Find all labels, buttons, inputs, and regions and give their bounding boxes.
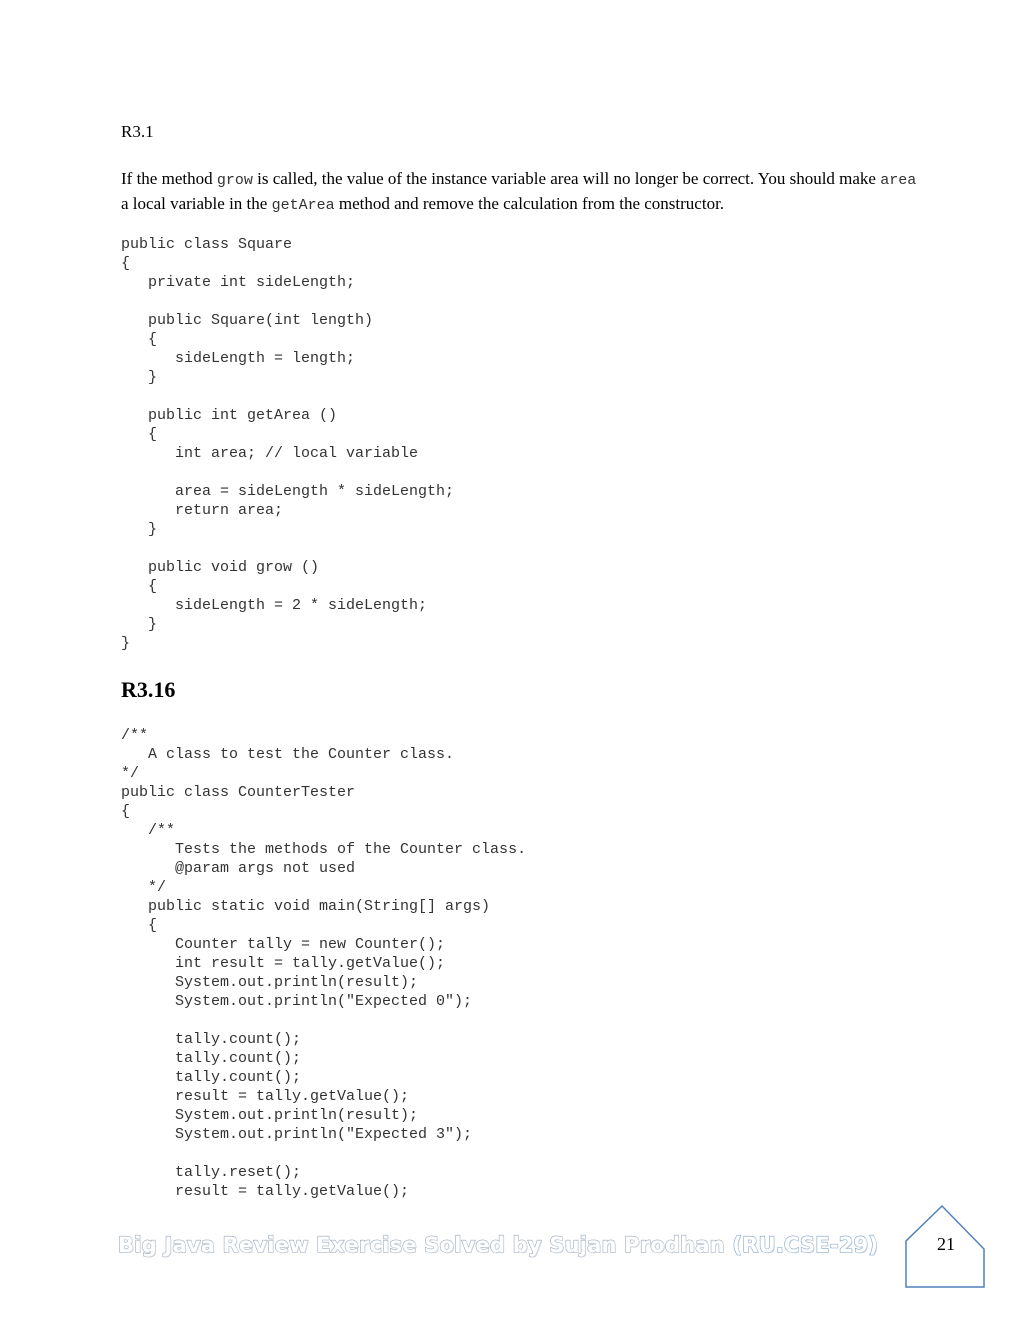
inline-code-getarea: getArea: [271, 197, 335, 214]
footer-title: Big Java Review Exercise Solved by Sujan Prodhan (RU.CSE-29): [118, 1233, 879, 1257]
page-number: 21: [937, 1234, 955, 1254]
explanation-paragraph: If the method grow is called, the value of the instance variable area will no longer be correct. You should make area a local variable in the getArea method and remove the calculation from the constructor.: [121, 169, 917, 214]
footer-accent: (RU.CSE-29): [732, 1233, 879, 1257]
section-heading-r3-1: R3.1: [121, 122, 154, 141]
code-block-counter-tester: /** A class to test the Counter class. */ public class CounterTester { /** Tests the methods of the Counter class. @param args not used */ public static void main(String[] args) { Counter tally = new Counter(); int result = tally.getValue(); System.out.println(result); System.out.println("Expected 0"); tally.count(); tally.count(); tally.count(); result = tally.getValue(); System.out.println(result); System.out.println("Expected 3"); tally.reset(); result = tally.getValue();: [121, 727, 527, 1200]
section-heading-r3-16: R3.16: [121, 677, 176, 702]
inline-code-grow: grow: [216, 172, 253, 189]
inline-code-area: area: [880, 172, 917, 189]
code-block-square: public class Square { private int sideLength; public Square(int length) { sideLength = length; } public int getArea () { int area; // local variable area = sideLength * sideLength; return area; } public void grow () { sideLength = 2 * sideLength; } }: [121, 236, 455, 652]
